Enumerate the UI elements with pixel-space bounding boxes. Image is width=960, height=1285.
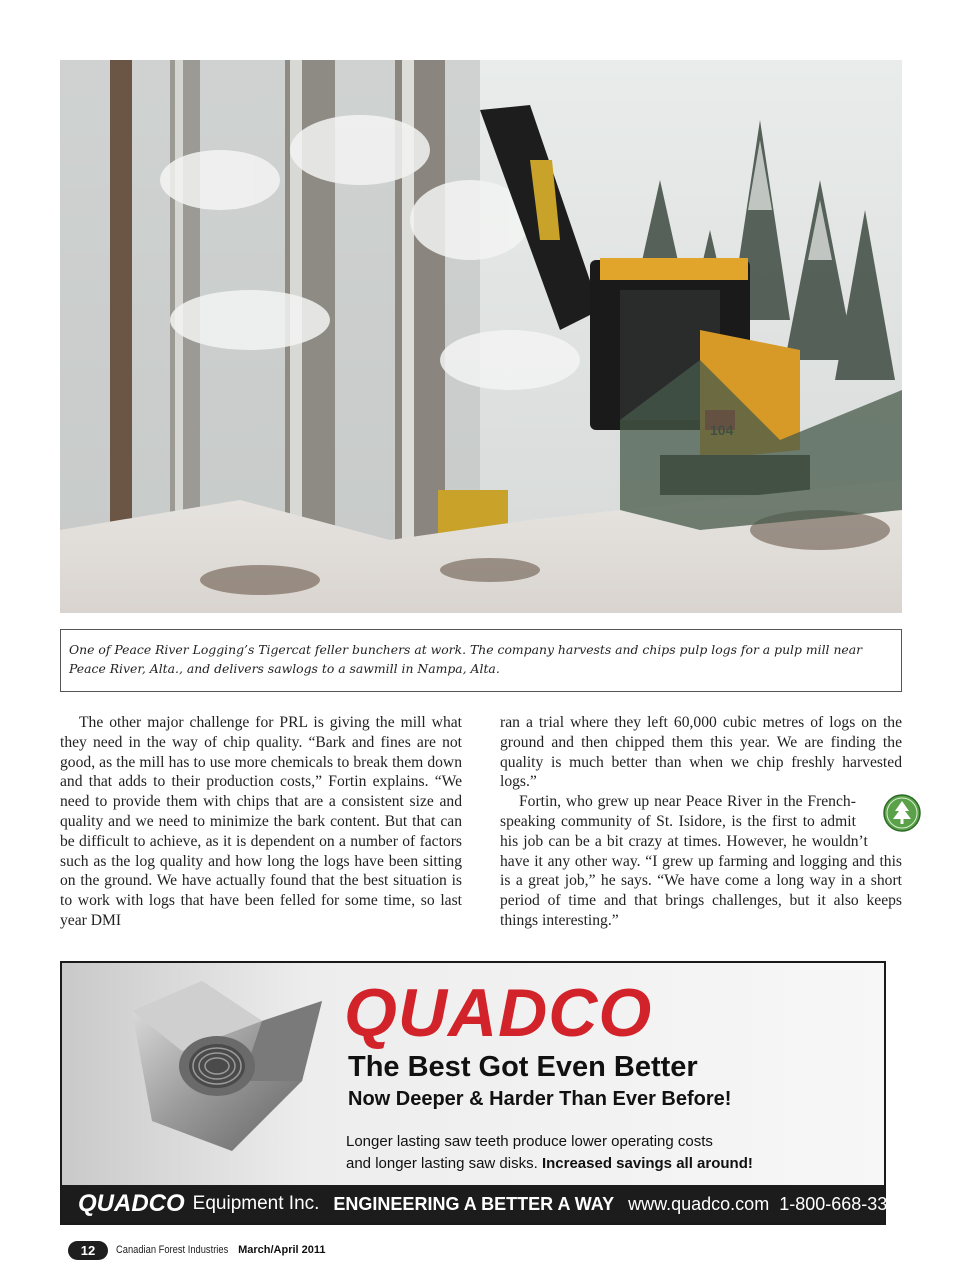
ad-phone: 1-800-668-3340 bbox=[779, 1193, 908, 1214]
article-photo bbox=[60, 60, 902, 613]
article-column-right bbox=[500, 713, 902, 931]
closing-paragraph-text: Fortin, who grew up near Peace River in the French-speaking community of St. Isidore, is the first to admit his job can be a bit crazy at times. However, he wouldn’t have it any other way. “I grew up farming and logging and this is a great job,” he says. “We have come a long way in a short period of time and that brings challenges, but it also keeps things interesting.” bbox=[500, 793, 902, 929]
quadco-advertisement[interactable] bbox=[60, 961, 908, 1225]
article-paragraph-continued: ran a trial where they left 60,000 cubic metres of logs on the ground and then chipped them this year. We are finding the quality is much better than when we chip freshly harvested logs.” bbox=[500, 714, 902, 791]
page-footer bbox=[68, 1240, 326, 1260]
issue-date: March/April 2011 bbox=[238, 1244, 326, 1256]
bar-brand: QUADCO bbox=[78, 1190, 185, 1217]
photo-caption: One of Peace River Logging’s Tigercat feller bunchers at work. The company harvests and chips pulp logs for a pulp mill near Peace River, Alta., and delivers sawlogs to a sawmill in Nampa, Alta. bbox=[60, 629, 902, 692]
saw-tooth-icon bbox=[112, 971, 342, 1161]
ad-body-line: Longer lasting saw teeth produce lower operating costs bbox=[346, 1133, 713, 1150]
ad-body-line bbox=[346, 1153, 753, 1175]
ad-subheadline: Now Deeper & Harder Than Ever Before! bbox=[348, 1088, 732, 1110]
bar-company: Equipment Inc. bbox=[192, 1193, 320, 1214]
ad-contact-bar bbox=[62, 1185, 908, 1223]
ad-headline: The Best Got Even Better bbox=[348, 1051, 698, 1083]
ad-body-emphasis: Increased savings all around! bbox=[541, 1155, 753, 1172]
feller-buncher-photo bbox=[60, 60, 902, 613]
bar-slogan: ENGINEERING A BETTER A WAY bbox=[333, 1193, 615, 1214]
tree-icon bbox=[864, 794, 902, 832]
ad-body-text: and longer lasting saw disks. bbox=[346, 1155, 538, 1172]
ad-brand: QUADCO bbox=[344, 975, 653, 1051]
article-paragraph-closing bbox=[500, 792, 902, 931]
publication-name: Canadian Forest Industries bbox=[116, 1244, 229, 1256]
article-column-left bbox=[60, 713, 462, 931]
ad-body bbox=[346, 1131, 753, 1175]
ad-website-link[interactable]: www.quadco.com bbox=[628, 1193, 770, 1214]
page-number: 12 bbox=[68, 1241, 108, 1260]
article-paragraph: The other major challenge for PRL is giving the mill what they need in the way of chip quality. “Bark and fines are not good, as the mill has to use more chemicals to break them down and that adds to their production costs,” Fortin explains. “We need to provide them with chips that are a consistent size and quality and we need to minimize the bark content. But that can be difficult to achieve, as it is dependent on a number of factors such as the log quality and how long the logs have been sitting on the ground. We have actually found that the best situation is to work with logs that have been felled for some time, so last year DMI bbox=[60, 714, 462, 929]
